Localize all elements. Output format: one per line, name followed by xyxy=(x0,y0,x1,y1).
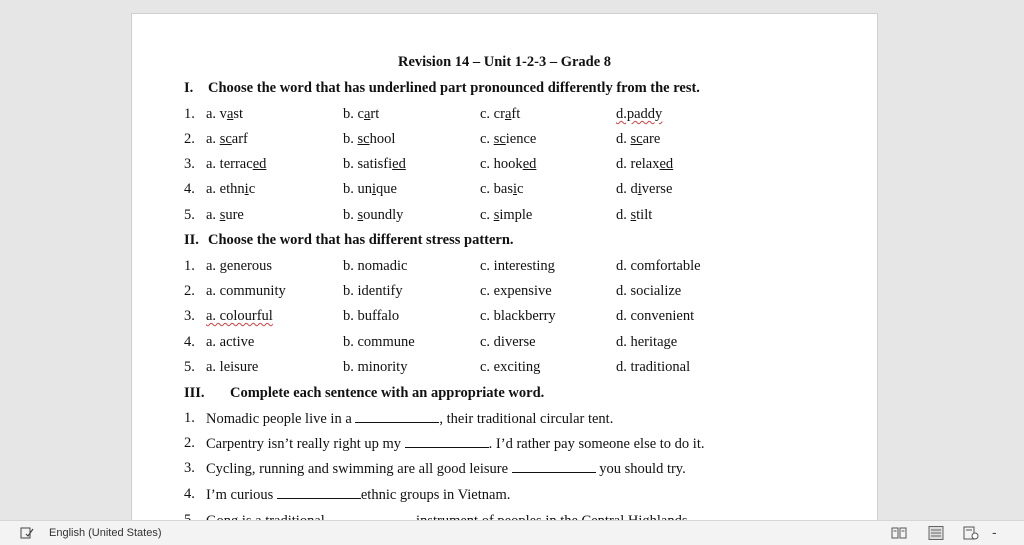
answer-option[interactable] xyxy=(343,131,395,148)
option-text: d. d xyxy=(616,181,638,197)
answer-option[interactable] xyxy=(206,106,243,123)
option-text: d. relax xyxy=(616,156,660,172)
underlined-part: i xyxy=(372,181,377,197)
option-text: d. xyxy=(616,131,631,147)
sentence-before: I’m curious xyxy=(206,487,277,503)
option-text: d. xyxy=(616,207,631,223)
document-page[interactable] xyxy=(131,13,878,533)
answer-option[interactable] xyxy=(616,283,681,300)
option-text: ft xyxy=(511,106,521,122)
question-number: 5. xyxy=(184,359,195,375)
option-text: arf xyxy=(231,131,248,147)
sentence-after: . I’d rather pay someone else to do it. xyxy=(488,436,705,452)
status-bar xyxy=(0,520,1024,545)
answer-option[interactable] xyxy=(206,207,244,224)
answer-option[interactable] xyxy=(343,359,407,376)
underlined-part: sc xyxy=(493,131,506,147)
underlined-part: i xyxy=(513,181,518,197)
underlined-part: a xyxy=(363,106,371,122)
question-number: 2. xyxy=(184,435,195,451)
answer-option[interactable] xyxy=(616,181,672,198)
section-heading-text: Complete each sentence with an appropriate word. xyxy=(230,385,545,401)
answer-option[interactable] xyxy=(343,258,407,275)
answer-option[interactable] xyxy=(206,308,273,325)
option-text: c. blackberry xyxy=(480,308,556,324)
option-text: c xyxy=(248,181,256,197)
zoom-out-button[interactable]: - xyxy=(992,524,997,540)
answer-option[interactable] xyxy=(616,258,701,275)
option-text: c. diverse xyxy=(480,334,536,350)
section-2-heading xyxy=(184,232,514,249)
option-text: b. satisfi xyxy=(343,156,393,172)
option-text: a. terrac xyxy=(206,156,253,172)
answer-option[interactable] xyxy=(616,359,690,376)
sentence-before: Nomadic people live in a xyxy=(206,411,356,427)
underlined-part: ed xyxy=(392,156,406,172)
question-number: 4. xyxy=(184,334,195,350)
underlined-part: a xyxy=(504,106,512,122)
option-text: b. commune xyxy=(343,334,415,350)
answer-blank[interactable] xyxy=(405,435,489,448)
option-text: c. bas xyxy=(480,181,514,197)
answer-option[interactable] xyxy=(206,131,248,148)
option-text: b. c xyxy=(343,106,364,122)
answer-option[interactable] xyxy=(206,258,272,275)
answer-option[interactable] xyxy=(343,106,379,123)
underlined-part: s xyxy=(493,207,500,223)
option-text: a. active xyxy=(206,334,255,350)
option-text: c xyxy=(517,181,524,197)
underlined-part: sc xyxy=(357,131,370,147)
sentence-text xyxy=(206,435,705,453)
print-layout-icon[interactable] xyxy=(928,526,944,540)
option-text: a. ethn xyxy=(206,181,245,197)
answer-option[interactable] xyxy=(616,308,694,325)
section-heading-text: Choose the word that has underlined part pronounced differently from the rest. xyxy=(208,80,700,96)
underlined-part: i xyxy=(637,181,642,197)
answer-option[interactable] xyxy=(206,334,254,351)
option-text: a. leisure xyxy=(206,359,259,375)
answer-option[interactable] xyxy=(480,207,532,224)
answer-option[interactable] xyxy=(343,156,406,173)
question-number: 5. xyxy=(184,207,195,223)
section-number: I. xyxy=(184,80,194,96)
question-number: 1. xyxy=(184,258,195,274)
option-text: que xyxy=(376,181,397,197)
question-number: 3. xyxy=(184,460,195,476)
answer-option[interactable] xyxy=(616,207,652,224)
underlined-part: ed xyxy=(522,156,537,172)
question-number: 2. xyxy=(184,283,195,299)
answer-option[interactable] xyxy=(480,131,536,148)
option-text: d.paddy xyxy=(616,106,663,122)
option-text: a. xyxy=(206,207,220,223)
option-text: a. colourful xyxy=(206,308,273,324)
option-text: b. xyxy=(343,131,358,147)
page-title: Revision 14 – Unit 1-2-3 – Grade 8 xyxy=(397,54,612,70)
question-number: 2. xyxy=(184,131,195,147)
answer-blank[interactable] xyxy=(355,410,439,423)
question-number: 4. xyxy=(184,181,195,197)
answer-option[interactable] xyxy=(616,334,677,351)
option-text: b. buffalo xyxy=(343,308,400,324)
section-number: III. xyxy=(184,385,205,401)
answer-option[interactable] xyxy=(480,334,536,351)
option-text: b. un xyxy=(343,181,372,197)
question-number: 1. xyxy=(184,410,195,426)
option-text: d. traditional xyxy=(616,359,691,375)
underlined-part: a xyxy=(226,106,234,122)
option-text: c. xyxy=(480,207,494,223)
option-text: c. exciting xyxy=(480,359,541,375)
option-text: rt xyxy=(370,106,380,122)
underlined-part: s xyxy=(219,207,226,223)
answer-option[interactable] xyxy=(206,283,286,300)
section-1-heading xyxy=(184,80,700,97)
option-text: are xyxy=(642,131,661,147)
option-text: ure xyxy=(225,207,244,223)
sentence-before: Cycling, running and swimming are all good leisure xyxy=(206,461,512,477)
sentence-text xyxy=(206,410,613,428)
option-text: ience xyxy=(505,131,537,147)
answer-option[interactable] xyxy=(343,308,399,325)
answer-option[interactable] xyxy=(343,334,415,351)
option-text: tilt xyxy=(636,207,653,223)
option-text: c. cr xyxy=(480,106,505,122)
language-indicator[interactable]: English (United States) xyxy=(49,527,162,539)
answer-option[interactable] xyxy=(206,181,255,198)
option-text: hool xyxy=(369,131,396,147)
option-text: c. hook xyxy=(480,156,523,172)
option-text: b. identify xyxy=(343,283,403,299)
option-text: d. heritage xyxy=(616,334,678,350)
answer-option[interactable] xyxy=(480,359,540,376)
option-text: a. community xyxy=(206,283,286,299)
option-text: d. socialize xyxy=(616,283,682,299)
underlined-part: s xyxy=(630,207,637,223)
section-number: II. xyxy=(184,232,199,248)
option-text: verse xyxy=(641,181,673,197)
sentence-after: ethnic groups in Vietnam. xyxy=(360,487,511,503)
answer-option[interactable] xyxy=(616,106,662,123)
answer-option[interactable] xyxy=(206,156,266,173)
option-text: d. comfortable xyxy=(616,258,701,274)
option-text: imple xyxy=(499,207,533,223)
read-mode-icon[interactable] xyxy=(891,526,907,540)
answer-option[interactable] xyxy=(480,258,555,275)
answer-option[interactable] xyxy=(616,156,673,173)
answer-option[interactable] xyxy=(616,131,660,148)
answer-option[interactable] xyxy=(480,283,552,300)
underlined-part: i xyxy=(244,181,249,197)
question-number: 3. xyxy=(184,156,195,172)
answer-blank[interactable] xyxy=(512,460,596,473)
option-text: a. v xyxy=(206,106,227,122)
option-text: oundly xyxy=(363,207,404,223)
sentence-before: Carpentry isn’t really right up my xyxy=(206,436,405,452)
option-text: c. interesting xyxy=(480,258,555,274)
sentence-after: you should try. xyxy=(595,461,686,477)
answer-option[interactable] xyxy=(480,308,556,325)
option-text: b. xyxy=(343,207,358,223)
question-number: 1. xyxy=(184,106,195,122)
answer-option[interactable] xyxy=(480,156,536,173)
option-text: b. nomadic xyxy=(343,258,408,274)
question-number: 4. xyxy=(184,486,195,502)
underlined-part: sc xyxy=(219,131,232,147)
answer-option[interactable] xyxy=(343,283,403,300)
section-heading-text: Choose the word that has different stress pattern. xyxy=(208,232,514,248)
option-text: b. minority xyxy=(343,359,408,375)
underlined-part: ed xyxy=(252,156,267,172)
answer-option[interactable] xyxy=(480,106,520,123)
question-number: 3. xyxy=(184,308,195,324)
section-3-heading xyxy=(184,385,544,402)
underlined-part: sc xyxy=(630,131,643,147)
underlined-part: s xyxy=(357,207,364,223)
sentence-text xyxy=(206,486,510,504)
option-text: c. xyxy=(480,131,494,147)
answer-option[interactable] xyxy=(343,207,403,224)
sentence-text xyxy=(206,460,686,478)
answer-option[interactable] xyxy=(480,181,523,198)
option-text: a. xyxy=(206,131,220,147)
option-text: c. expensive xyxy=(480,283,552,299)
underlined-part: ed xyxy=(659,156,674,172)
proofing-check-icon[interactable] xyxy=(20,527,34,539)
answer-option[interactable] xyxy=(343,181,397,198)
document-content xyxy=(132,14,877,532)
answer-blank[interactable] xyxy=(277,486,361,499)
answer-option[interactable] xyxy=(206,359,258,376)
option-text: a. generous xyxy=(206,258,273,274)
web-layout-icon[interactable] xyxy=(963,526,979,540)
option-text: d. convenient xyxy=(616,308,695,324)
sentence-after: , their traditional circular tent. xyxy=(439,411,614,427)
option-text: st xyxy=(233,106,244,122)
